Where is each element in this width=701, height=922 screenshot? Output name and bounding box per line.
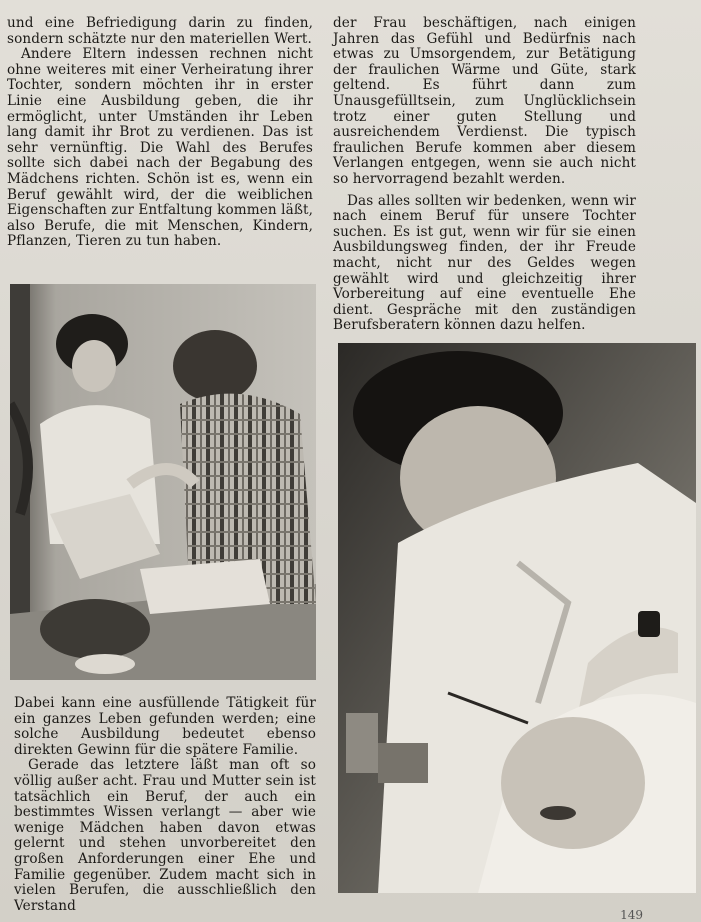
paragraph: Dabei kann eine ausfüllende Tätigkeit für ein ganzes Leben gefunden werden; eine solche Ausbildung bedeutet ebenso direkten Gewinn für die spätere Familie.	[14, 695, 316, 758]
text-column-right-top	[333, 16, 636, 334]
text-column-left-top	[7, 16, 313, 250]
photo-beautician-at-work	[338, 343, 696, 893]
page-number: 149	[620, 908, 643, 922]
photo-girls-with-magazines	[10, 284, 316, 680]
paragraph: und eine Befriedigung darin zu finden, sondern schätzte nur den materiellen Wert.	[7, 15, 313, 47]
paragraph: der Frau beschäftigen, nach einigen Jahren das Gefühl und Bedürfnis nach etwas zu Umsorgendem, zur Betätigung der fraulichen Wärme und Güte, stark geltend. Es führt dann zum Unausgefülltsein, zum Unglücklichsein trotz einer guten Stellung und ausreichendem Verdienst. Die typisch fraulichen Berufe kommen aber diesem Verlangen entgegen, wenn sie auch nicht so hervorragend bezahlt werden.	[333, 15, 636, 187]
paragraph: Andere Eltern indessen rechnen nicht ohne weiteres mit einer Verheiratung ihrer Tochter, sondern möchten ihr in erster Linie eine Ausbildung geben, die ihr ermöglicht, unter Umständen ihr Leben lang damit ihr Brot zu verdienen. Das ist sehr vernünftig. Die Wahl des Berufes sollte sich dabei nach der Begabung des Mädchens richten. Schön ist es, wenn ein Beruf gewählt wird, der die weiblichen Eigenschaften zur Entfaltung kommen läßt, also Berufe, die mit Menschen, Kindern, Pflanzen, Tieren zu tun haben.	[7, 46, 313, 250]
paragraph: Das alles sollten wir bedenken, wenn wir nach einem Beruf für unsere Tochter suchen. Es ist gut, wenn wir für sie einen Ausbildungsweg finden, der ihr Freude macht, nicht nur des Geldes wegen gewählt wird und gleichzeitig ihrer Vorbereitung auf eine eventuelle Ehe dient. Gespräche mit den zuständigen Berufsberatern können dazu helfen.	[333, 192, 636, 334]
text-column-left-bottom	[14, 696, 316, 914]
paragraph: Gerade das letztere läßt man oft so völlig außer acht. Frau und Mutter sein ist tatsächlich ein Beruf, der auch ein bestimmtes Wissen verlangt — aber wie wenige Mädchen haben davon etwas gelernt und stehen unvorbereitet den großen Anforderungen einer Ehe und Familie gegenüber. Zudem macht sich in vielen Berufen, die ausschließlich den Verstand	[14, 757, 316, 914]
